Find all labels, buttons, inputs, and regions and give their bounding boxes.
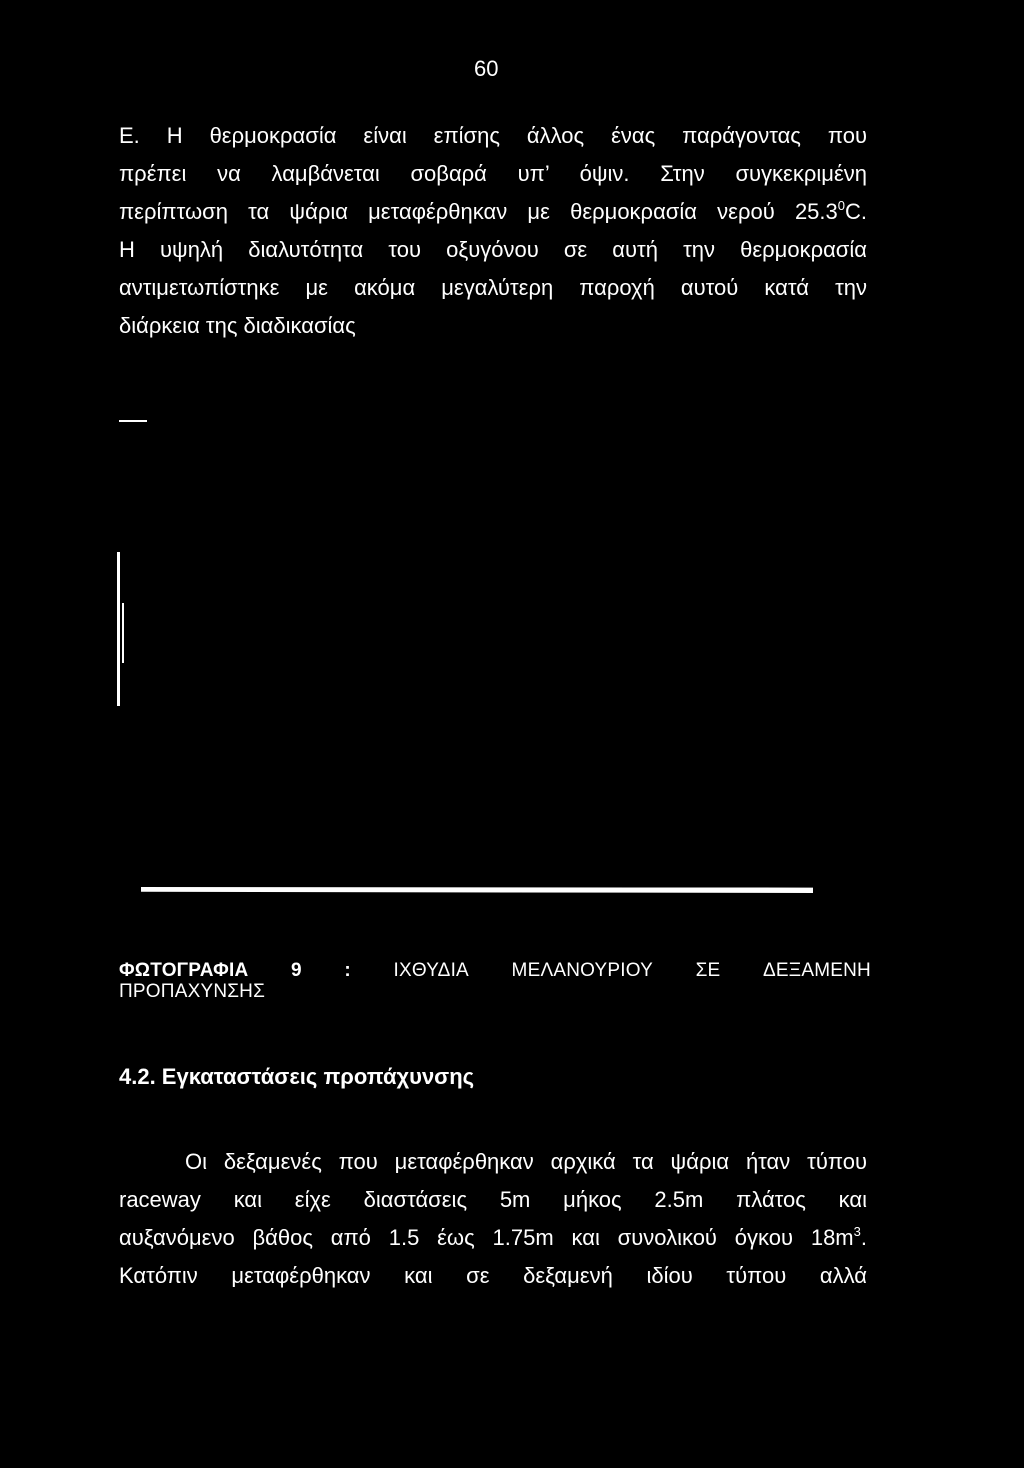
paragraph-facilities [119,1143,867,1295]
text-line-part: αυξανόμενο βάθος από 1.5 έως 1.75m και συνολικού όγκου 18m [119,1225,854,1250]
temperature-unit: C. [845,199,867,224]
text-line: Οι δεξαμενές που μεταφέρθηκαν αρχικά τα ψάρια ήταν τύπου [185,1149,867,1174]
text-line [119,193,867,231]
text-line-part: περίπτωση τα ψάρια μεταφέρθηκαν με θερμοκρασία νερού 25.3 [119,199,838,224]
caption-number: 9 [290,960,302,981]
temperature-superscript: 0 [837,198,845,213]
page-number: 60 [474,56,499,81]
caption-word: ΜΕΛΑΝΟΥΡΙΟΥ [511,960,653,981]
caption-word: ΣΕ [695,960,721,981]
text-line: διάρκεια της διαδικασίας [119,313,356,338]
paragraph-temperature [119,117,867,345]
caption-separator: : [344,960,351,981]
photo-frame-left-edge [117,552,120,706]
section-heading: 4.2. Εγκαταστάσεις προπάχυνσης [119,1064,475,1089]
photo-frame-bottom-edge [141,887,813,893]
caption-label: ΦΩΤΟΓΡΑΦΙΑ [119,960,249,981]
decorative-dash [119,420,147,422]
text-line: Κατόπιν μεταφέρθηκαν και σε δεξαμενή ιδίου τύπου αλλά [119,1263,867,1288]
photo-caption [119,960,871,1002]
text-line: αντιμετωπίστηκε με ακόμα μεγαλύτερη παροχή αυτού κατά την [119,275,867,300]
caption-line-2: ΠΡΟΠΑΧΥΝΣΗΣ [119,981,266,1002]
caption-word: ΔΕΞΑΜΕΝΗ [763,960,871,981]
text-line: Ε. Η θερμοκρασία είναι επίσης άλλος ένας παράγοντας που [119,123,867,148]
text-line: Η υψηλή διαλυτότητα του οξυγόνου σε αυτή την θερμοκρασία [119,237,867,262]
volume-superscript: 3 [853,1224,861,1239]
photo-frame-left-edge-inner [122,603,124,663]
text-line: raceway και είχε διαστάσεις 5m μήκος 2.5m πλάτος και [119,1187,867,1212]
text-line [119,1219,867,1257]
caption-word: ΙΧΘΥΔΙΑ [393,960,469,981]
text-line: πρέπει να λαμβάνεται σοβαρά υπ’ όψιν. Στην συγκεκριμένη [119,161,867,186]
volume-end: . [860,1225,867,1250]
